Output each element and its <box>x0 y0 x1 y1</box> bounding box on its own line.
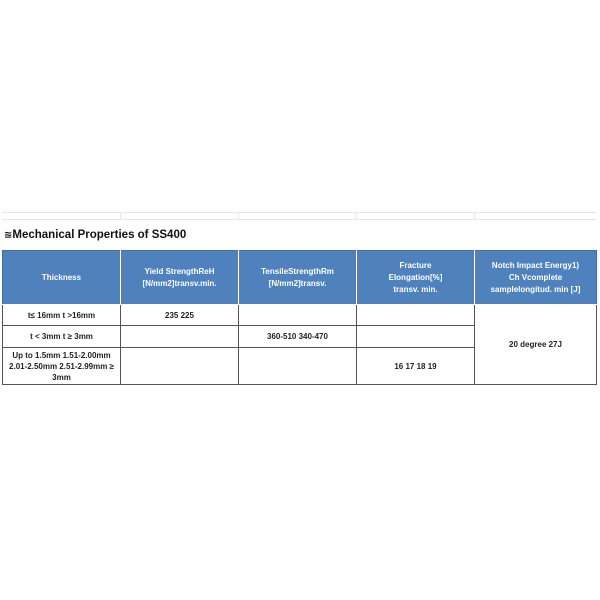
header-tensile-strength-label: TensileStrengthRm [N/mm2]transv. <box>261 266 334 288</box>
cell-thickness: t≤ 16mm t >16mm <box>3 305 121 326</box>
table-header-row <box>3 251 597 305</box>
approx-wave-icon: ≊ <box>4 229 12 241</box>
cell-elongation: 16 17 18 19 <box>357 348 475 385</box>
cell-yield: 235 225 <box>121 305 239 326</box>
header-notch-impact-energy <box>475 251 597 305</box>
cell-elongation <box>357 305 475 326</box>
cell-notch-impact: 20 degree 27J <box>475 305 597 385</box>
header-fracture-elongation <box>357 251 475 305</box>
header-yield-strength-label: Yield StrengthReH [N/mm2]transv.min. <box>142 266 217 288</box>
table-row <box>3 305 597 326</box>
header-tensile-strength <box>239 251 357 305</box>
gridline <box>120 213 121 219</box>
gridline <box>356 213 357 219</box>
cell-yield <box>121 326 239 348</box>
cell-tensile <box>239 348 357 385</box>
mechanical-properties-table <box>2 250 597 385</box>
cell-thickness: Up to 1.5mm 1.51-2.00mm 2.01-2.50mm 2.51-2.99mm ≥ 3mm <box>3 348 121 385</box>
cell-yield <box>121 348 239 385</box>
cell-thickness: t < 3mm t ≥ 3mm <box>3 326 121 348</box>
header-notch-impact-energy-label: Notch Impact Energy1) Ch Vcomplete samplelongitud. min [J] <box>490 260 581 294</box>
spreadsheet-region <box>2 212 596 385</box>
gridline <box>238 213 239 219</box>
cell-elongation <box>357 326 475 348</box>
cell-tensile <box>239 305 357 326</box>
header-fracture-elongation-label: Fracture Elongation[%] transv. min. <box>388 260 443 294</box>
gridline <box>474 213 475 219</box>
table-title: Mechanical Properties of SS400 <box>12 229 187 241</box>
header-yield-strength <box>121 251 239 305</box>
header-thickness: Thickness <box>3 251 121 305</box>
cell-tensile: 360-510 340-470 <box>239 326 357 348</box>
spreadsheet-gridline-row <box>2 212 596 219</box>
table-title-row <box>2 219 596 250</box>
